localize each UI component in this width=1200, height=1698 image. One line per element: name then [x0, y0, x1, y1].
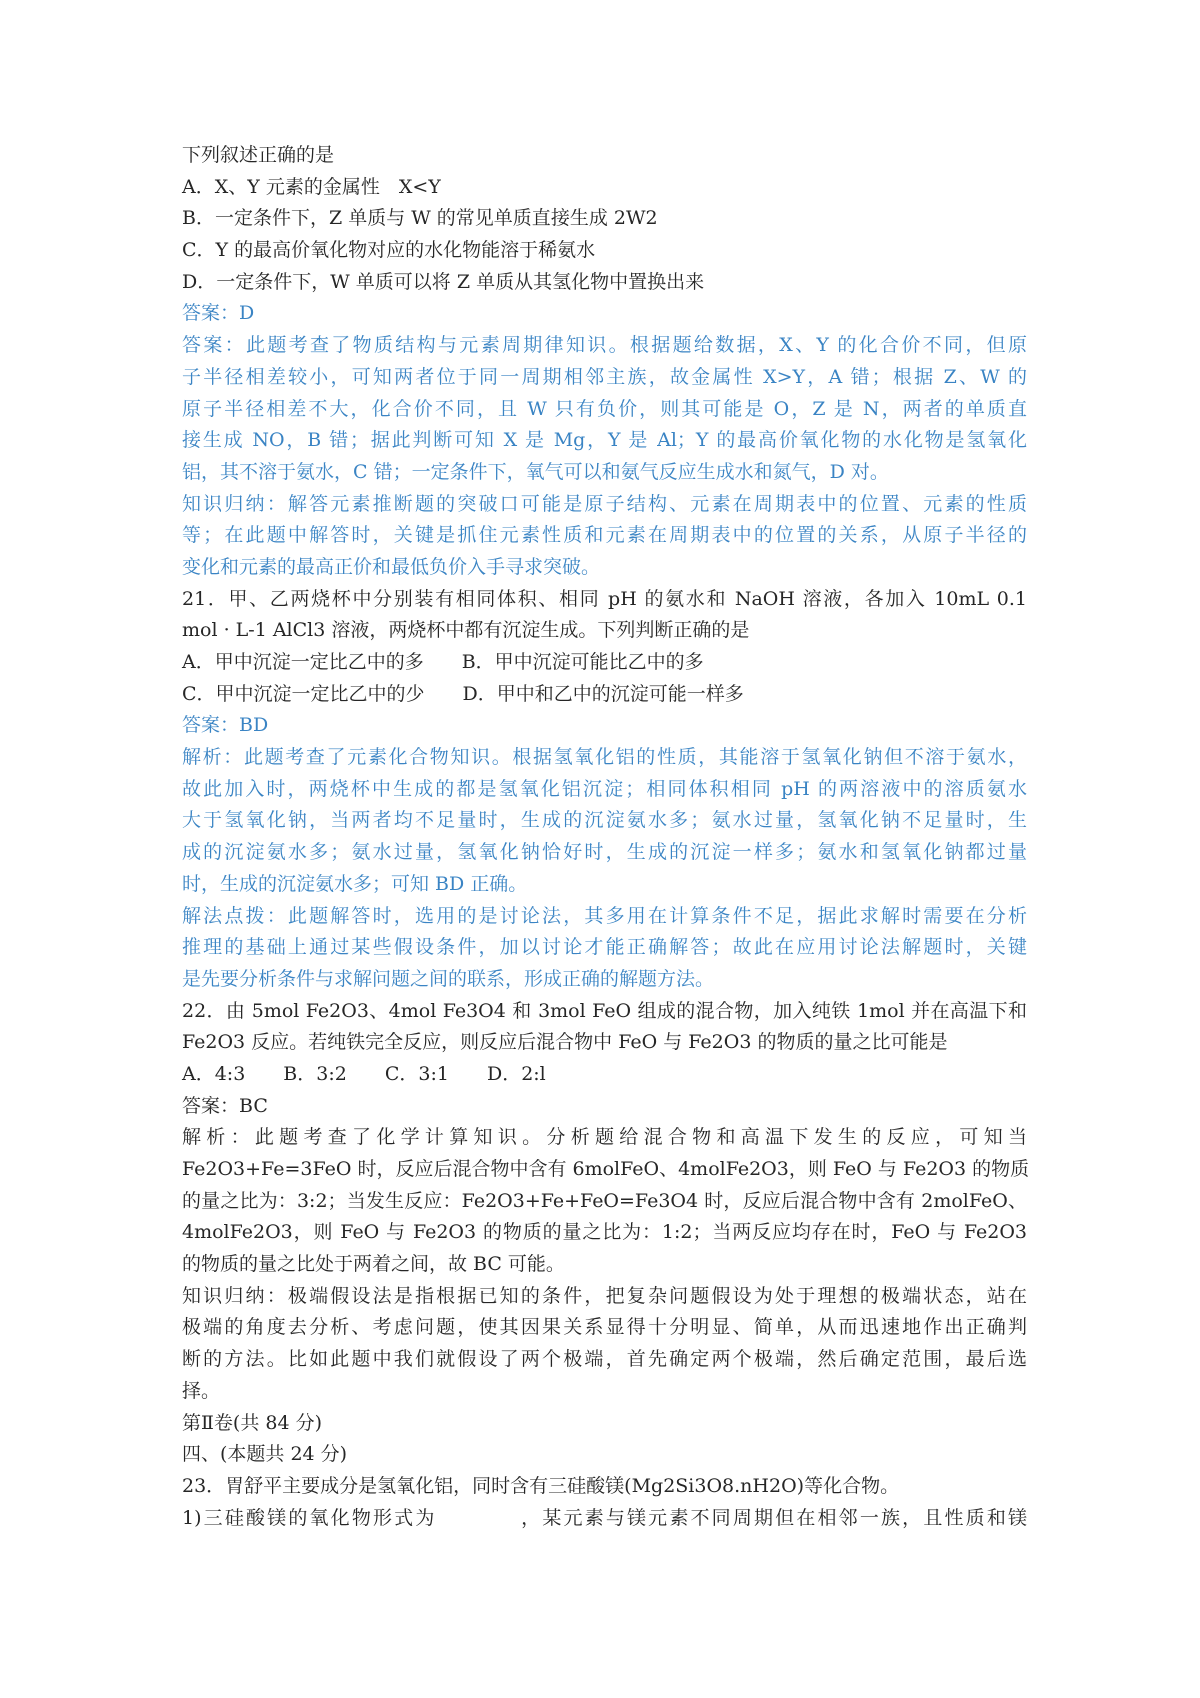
explanation-line: 答案：此题考查了物质结构与元素周期律知识。根据题给数据，X、Y 的化合价不同，但原 — [182, 334, 1027, 357]
explanation-line: 时，生成的沉淀氨水多；可知 BD 正确。 — [182, 872, 528, 895]
option-line: A．甲中沉淀一定比乙中的多 B．甲中沉淀可能比乙中的多 — [182, 651, 704, 673]
summary-line: 知识归纳：解答元素推断题的突破口可能是原子结构、元素在周期表中的位置、元素的性质 — [182, 492, 1027, 515]
explanation-line: 4molFe2O3，则 FeO 与 Fe2O3 的物质的量之比为：1:2；当两反应均存在时，FeO 与 Fe2O3 — [182, 1221, 1027, 1244]
explanation-line: 子半径相差较小，可知两者位于同一周期相邻主族，故金属性 X>Y，A 错；根据 Z、W 的 — [182, 365, 1027, 388]
explanation-line: 接生成 NO，B 错；据此判断可知 X 是 Mg，Y 是 Al；Y 的最高价氧化物的水化物是氢氧化 — [182, 429, 1027, 452]
summary-line: 等；在此题中解答时，关键是抓住元素性质和元素在周期表中的位置的关系，从原子半径的 — [182, 524, 1027, 547]
option-line: B．一定条件下，Z 单质与 W 的常见单质直接生成 2W2 — [182, 207, 658, 230]
explanation-line: 的量之比为：3:2；当发生反应：Fe2O3+Fe+FeO=Fe3O4 时，反应后混合物中含有 2molFeO、 — [182, 1189, 1027, 1212]
option-line: A．X、Y 元素的金属性 X<Y — [182, 175, 441, 198]
method-line: 推理的基础上通过某些假设条件，加以讨论才能正确解答；故此在应用讨论法解题时，关键 — [182, 936, 1027, 959]
explanation-line: 成的沉淀氨水多；氨水过量，氢氧化钠恰好时，生成的沉淀一样多；氨水和氢氧化钠都过量 — [182, 841, 1027, 864]
option-line: C．甲中沉淀一定比乙中的少 D．甲中和乙中的沉淀可能一样多 — [182, 682, 744, 705]
method-line: 解法点拨：此题解答时，选用的是讨论法，其多用在计算条件不足，据此求解时需要在分析 — [182, 904, 1027, 927]
explanation-line: 铝，其不溶于氨水，C 错；一定条件下，氧气可以和氨气反应生成水和氮气，D 对。 — [182, 460, 889, 483]
question-line: Fe2O3 反应。若纯铁完全反应，则反应后混合物中 FeO 与 Fe2O3 的物质的量之比可能是 — [182, 1031, 948, 1054]
explanation-line: 解析：此题考查了元素化合物知识。根据氢氧化铝的性质，其能溶于氢氧化钠但不溶于氨水， — [182, 746, 1027, 769]
summary-line: 变化和元素的最高正价和最低负价入手寻求突破。 — [182, 555, 601, 578]
explanation-line: 的物质的量之比处于两着之间，故 BC 可能。 — [182, 1253, 565, 1276]
question-line: 23．胃舒平主要成分是氢氧化铝，同时含有三硅酸镁(Mg2Si3O8.nH2O)等化合物。 — [182, 1474, 900, 1497]
explanation-line: 解析：此题考查了化学计算知识。分析题给混合物和高温下发生的反应，可知当 — [182, 1126, 1027, 1149]
answer-line: 答案：BD — [182, 714, 269, 737]
answer-line: 答案：BC — [182, 1094, 268, 1117]
text-line: 下列叙述正确的是 — [182, 144, 335, 166]
option-line: A．4:3 B．3:2 C．3:1 D．2:l — [182, 1062, 546, 1085]
section-heading: 四、(本题共 24 分) — [182, 1443, 348, 1466]
explanation-line: Fe2O3+Fe=3FeO 时，反应后混合物中含有 6molFeO、4molFe2O3，则 FeO 与 Fe2O3 的物质 — [182, 1158, 1030, 1180]
answer-line: 答案：D — [182, 302, 255, 325]
explanation-line: 大于氢氧化钠，当两者均不足量时，生成的沉淀氨水多；氨水过量，氢氧化钠不足量时，生 — [182, 809, 1027, 832]
question-line: mol · L-1 AlCl3 溶液，两烧杯中都有沉淀生成。下列判断正确的是 — [182, 619, 750, 642]
summary-line: 断的方法。比如此题中我们就假设了两个极端，首先确定两个极端，然后确定范围，最后选 — [182, 1348, 1027, 1371]
document-page — [182, 140, 1030, 1534]
question-line: 21．甲、乙两烧杯中分别装有相同体积、相同 pH 的氨水和 NaOH 溶液，各加入 10mL 0.1 — [182, 587, 1027, 610]
summary-line: 知识归纳：极端假设法是指根据已知的条件，把复杂问题假设为处于理想的极端状态，站在 — [182, 1284, 1027, 1307]
method-line: 是先要分析条件与求解问题之间的联系，形成正确的解题方法。 — [182, 967, 715, 990]
option-line: D．一定条件下，W 单质可以将 Z 单质从其氢化物中置换出来 — [182, 270, 705, 293]
section-heading: 第Ⅱ卷(共 84 分) — [182, 1411, 322, 1434]
option-line: C．Y 的最高价氧化物对应的水化物能溶于稀氨水 — [182, 239, 596, 262]
explanation-line: 故此加入时，两烧杯中生成的都是氢氧化铝沉淀；相同体积相同 pH 的两溶液中的溶质氨水 — [182, 777, 1027, 800]
summary-line: 极端的角度去分析、考虑问题，使其因果关系显得十分明显、简单，从而迅速地作出正确判 — [182, 1316, 1027, 1339]
summary-line: 择。 — [182, 1379, 221, 1402]
explanation-line: 原子半径相差不大，化合价不同，且 W 只有负价，则其可能是 O，Z 是 N，两者的单质直 — [182, 397, 1027, 420]
question-line: 1)三硅酸镁的氧化物形式为 ，某元素与镁元素不同周期但在相邻一族，且性质和镁 — [182, 1506, 1027, 1529]
question-line: 22．由 5mol Fe2O3、4mol Fe3O4 和 3mol FeO 组成的混合物，加入纯铁 1mol 并在高温下和 — [182, 999, 1027, 1022]
